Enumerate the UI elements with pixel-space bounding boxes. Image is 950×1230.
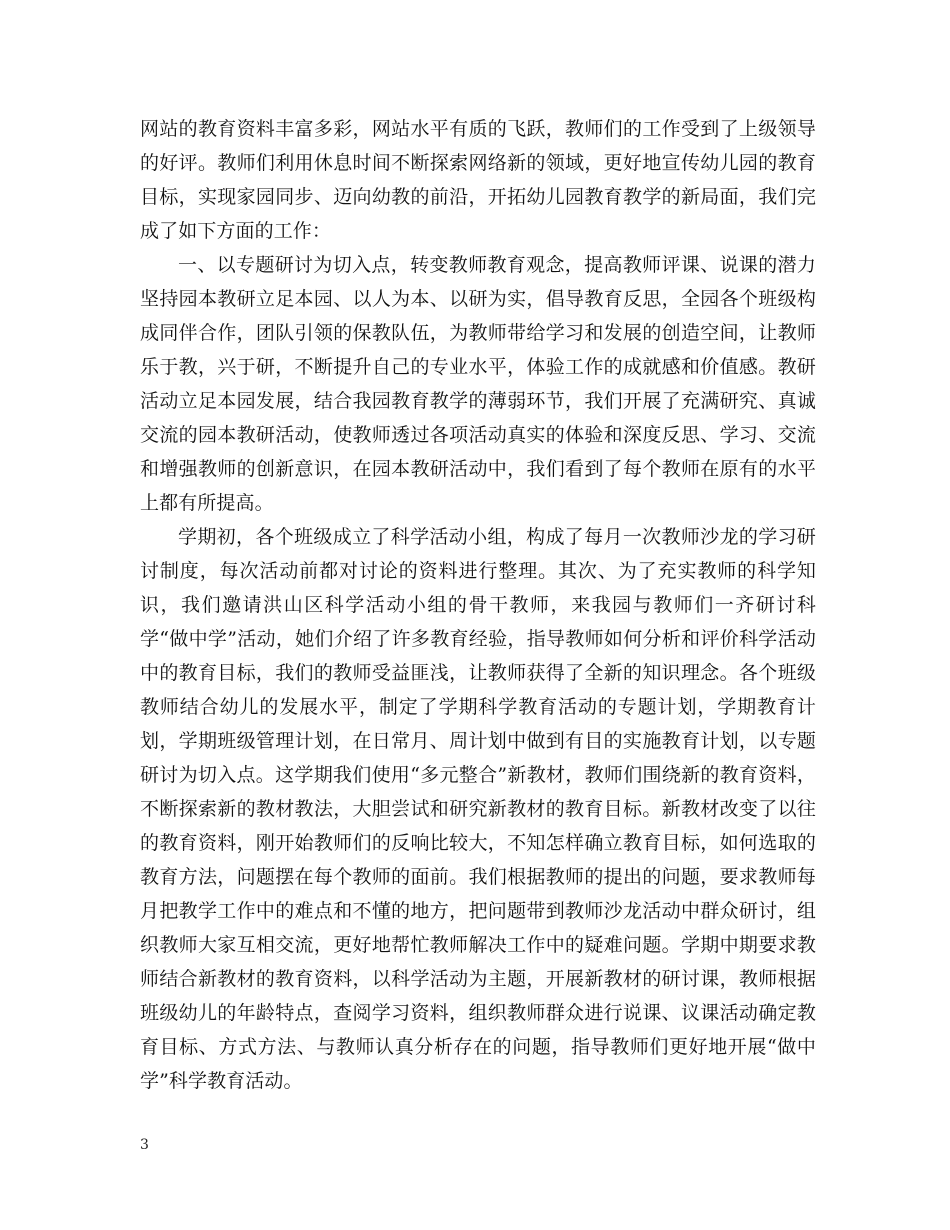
body-text [140,112,816,1098]
page-number: 3 [140,1137,149,1153]
paragraph-1: 网站的教育资料丰富多彩，网站水平有质的飞跃，教师们的工作受到了上级领导的好评。教师们利用休息时间不断探索网络新的领域，更好地宣传幼儿园的教育目标，实现家园同步、迈向幼教的前沿，开拓幼儿园教育教学的新局面，我们完成了如下方面的工作： [140,118,816,242]
paragraph-3: 学期初，各个班级成立了科学活动小组，构成了每月一次教师沙龙的学习研讨制度，每次活动前都对讨论的资料进行整理。其次、为了充实教师的科学知识，我们邀请洪山区科学活动小组的骨干教师，来我园与教师们一齐研讨科学“做中学”活动，她们介绍了许多教育经验，指导教师如何分析和评价科学活动中的教育目标，我们的教师受益匪浅，让教师获得了全新的知识理念。各个班级教师结合幼儿的发展水平，制定了学期科学教育活动的专题计划，学期教育计划，学期班级管理计划，在日常月、周计划中做到有目的实施教育计划，以专题研讨为切入点。这学期我们使用“多元整合”新教材，教师们围绕新的教育资料，不断探索新的教材教法，大胆尝试和研究新教材的教育目标。新教材改变了以往的教育资料，刚开始教师们的反响比较大，不知怎样确立教育目标，如何选取的教育方法，问题摆在每个教师的面前。我们根据教师的提出的问题，要求教师每月把教学工作中的难点和不懂的地方，把问题带到教师沙龙活动中群众研讨，组织教师大家互相交流，更好地帮忙教师解决工作中的疑难问题。学期中期要求教师结合新教材的教育资料，以科学活动为主题，开展新教材的研讨课，教师根据班级幼儿的年龄特点，查阅学习资料，组织教师群众进行说课、议课活动确定教育目标、方式方法、与教师认真分析存在的问题，指导教师们更好地开展“做中学”科学教育活动。 [140,526,816,1092]
paragraph-2: 一、以专题研讨为切入点，转变教师教育观念，提高教师评课、说课的潜力坚持园本教研立足本园、以人为本、以研为实，倡导教育反思，全园各个班级构成同伴合作，团队引领的保教队伍，为教师带给学习和发展的创造空间，让教师乐于教，兴于研，不断提升自己的专业水平，体验工作的成就感和价值感。教研活动立足本园发展，结合我园教育教学的薄弱环节，我们开展了充满研究、真诚交流的园本教研活动，使教师透过各项活动真实的体验和深度反思、学习、交流和增强教师的创新意识，在园本教研活动中，我们看到了每个教师在原有的水平上都有所提高。 [140,254,816,514]
